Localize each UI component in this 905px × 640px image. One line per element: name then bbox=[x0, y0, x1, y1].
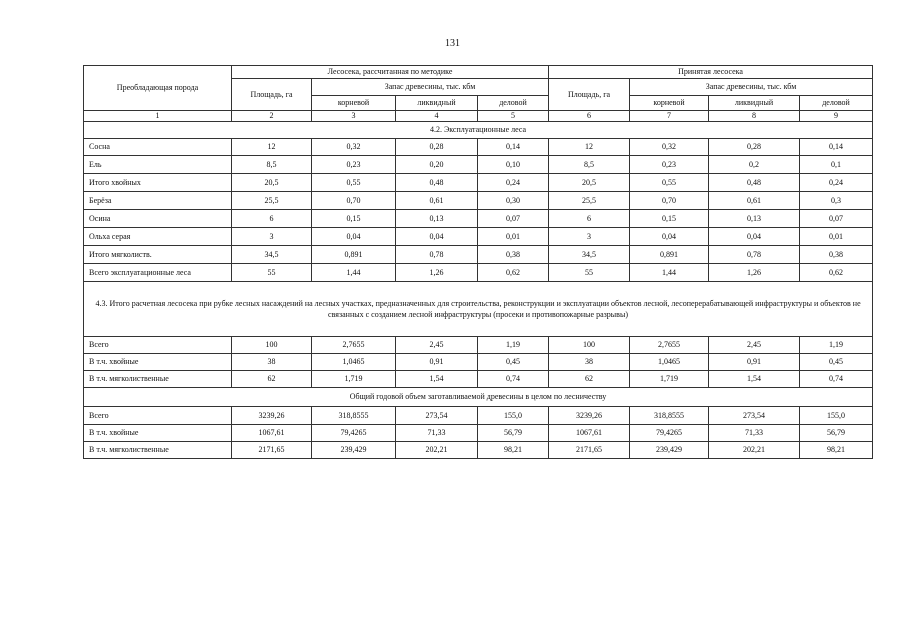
table-row bbox=[84, 442, 873, 459]
table-cell: 1067,61 bbox=[549, 425, 630, 442]
table-cell: 0,24 bbox=[478, 174, 549, 192]
table-cell: 0,28 bbox=[396, 139, 478, 156]
table-cell: 6 bbox=[232, 210, 312, 228]
table-cell: 3 bbox=[232, 228, 312, 246]
table-cell: 62 bbox=[232, 371, 312, 388]
table-cell: 0,13 bbox=[709, 210, 800, 228]
header-commercial: деловой bbox=[478, 96, 549, 111]
table-cell: 56,79 bbox=[478, 425, 549, 442]
table-cell: 0,38 bbox=[800, 246, 873, 264]
table-cell: 79,4265 bbox=[630, 425, 709, 442]
table-cell: 273,54 bbox=[396, 407, 478, 425]
table-cell: 62 bbox=[549, 371, 630, 388]
section-title: Общий годовой объем заготавливаемой древесины в целом по лесничеству bbox=[84, 388, 873, 407]
table-cell: 0,04 bbox=[630, 228, 709, 246]
row-label: В т.ч. мягколиственные bbox=[84, 442, 232, 459]
table-row bbox=[84, 139, 873, 156]
table-cell: 0,10 bbox=[478, 156, 549, 174]
table-row bbox=[84, 354, 873, 371]
table-cell: 0,23 bbox=[630, 156, 709, 174]
table-cell: 38 bbox=[232, 354, 312, 371]
row-label: В т.ч. хвойные bbox=[84, 354, 232, 371]
table-cell: 0,91 bbox=[709, 354, 800, 371]
table-cell: 2,7655 bbox=[312, 337, 396, 354]
section-title: 4.3. Итого расчетная лесосека при рубке лесных насаждений на лесных участках, предназначенных для строительства, реконструкции и эксплуатации объектов лесной, лесоперерабатывающей инфраструктуры и объектов не связанных с созданием лесной инфраструктуры (просеки и противопожарные разрывы) bbox=[84, 282, 873, 337]
row-label: Всего bbox=[84, 337, 232, 354]
table-cell: 0,14 bbox=[478, 139, 549, 156]
table-cell: 0,1 bbox=[800, 156, 873, 174]
table-cell: 6 bbox=[549, 210, 630, 228]
row-label: Берёза bbox=[84, 192, 232, 210]
section-title: 4.2. Эксплуатационные леса bbox=[84, 122, 873, 139]
table-cell: 155,0 bbox=[478, 407, 549, 425]
table-cell: 25,5 bbox=[549, 192, 630, 210]
table-cell: 0,78 bbox=[709, 246, 800, 264]
table-cell: 0,2 bbox=[709, 156, 800, 174]
table-cell: 155,0 bbox=[800, 407, 873, 425]
table-cell: 0,30 bbox=[478, 192, 549, 210]
table-cell: 1,44 bbox=[630, 264, 709, 282]
header-area-accepted: Площадь, га bbox=[549, 79, 630, 111]
table-cell: 0,74 bbox=[478, 371, 549, 388]
table-cell: 71,33 bbox=[396, 425, 478, 442]
header-commercial: деловой bbox=[800, 96, 873, 111]
table-cell: 12 bbox=[232, 139, 312, 156]
table-cell: 1,719 bbox=[312, 371, 396, 388]
table-cell: 0,91 bbox=[396, 354, 478, 371]
table-cell: 0,3 bbox=[800, 192, 873, 210]
table-cell: 3239,26 bbox=[232, 407, 312, 425]
row-label: Всего эксплуатационные леса bbox=[84, 264, 232, 282]
table-cell: 0,61 bbox=[396, 192, 478, 210]
table-row bbox=[84, 264, 873, 282]
table-cell: 0,20 bbox=[396, 156, 478, 174]
column-number: 1 bbox=[84, 111, 232, 122]
table-cell: 202,21 bbox=[396, 442, 478, 459]
table-cell: 98,21 bbox=[478, 442, 549, 459]
table-cell: 0,74 bbox=[800, 371, 873, 388]
table-cell: 8,5 bbox=[232, 156, 312, 174]
table-cell: 20,5 bbox=[232, 174, 312, 192]
table-row bbox=[84, 246, 873, 264]
table-cell: 0,24 bbox=[800, 174, 873, 192]
table-cell: 318,8555 bbox=[312, 407, 396, 425]
table-cell: 2171,65 bbox=[549, 442, 630, 459]
header-group-calculated: Лесосека, рассчитанная по методике bbox=[232, 66, 549, 79]
table-cell: 3 bbox=[549, 228, 630, 246]
table-cell: 0,15 bbox=[312, 210, 396, 228]
row-label: Ольха серая bbox=[84, 228, 232, 246]
row-label: Ель bbox=[84, 156, 232, 174]
logging-volume-table bbox=[83, 65, 873, 459]
table-cell: 239,429 bbox=[630, 442, 709, 459]
table-cell: 0,04 bbox=[312, 228, 396, 246]
table-cell: 25,5 bbox=[232, 192, 312, 210]
column-number-row bbox=[84, 111, 873, 122]
column-number: 2 bbox=[232, 111, 312, 122]
table-cell: 20,5 bbox=[549, 174, 630, 192]
table-cell: 0,32 bbox=[312, 139, 396, 156]
table-cell: 0,70 bbox=[630, 192, 709, 210]
header-stock-calculated: Запас древесины, тыс. кбм bbox=[312, 79, 549, 96]
table-cell: 8,5 bbox=[549, 156, 630, 174]
table-cell: 0,55 bbox=[312, 174, 396, 192]
table-cell: 0,07 bbox=[478, 210, 549, 228]
column-number: 4 bbox=[396, 111, 478, 122]
table-cell: 34,5 bbox=[232, 246, 312, 264]
table-row bbox=[84, 337, 873, 354]
table-cell: 0,78 bbox=[396, 246, 478, 264]
row-label: В т.ч. мягколиственные bbox=[84, 371, 232, 388]
header-root: корневой bbox=[312, 96, 396, 111]
table-cell: 38 bbox=[549, 354, 630, 371]
table-cell: 0,01 bbox=[478, 228, 549, 246]
table-cell: 0,45 bbox=[800, 354, 873, 371]
row-label: Итого мягколиств. bbox=[84, 246, 232, 264]
table-cell: 1,44 bbox=[312, 264, 396, 282]
table-cell: 0,38 bbox=[478, 246, 549, 264]
row-label: Осина bbox=[84, 210, 232, 228]
header-area-calculated: Площадь, га bbox=[232, 79, 312, 111]
table-row bbox=[84, 156, 873, 174]
table-cell: 0,23 bbox=[312, 156, 396, 174]
table-cell: 100 bbox=[549, 337, 630, 354]
table-cell: 0,04 bbox=[396, 228, 478, 246]
table-cell: 0,28 bbox=[709, 139, 800, 156]
header-species: Преобладающая порода bbox=[84, 66, 232, 111]
row-label: Итого хвойных bbox=[84, 174, 232, 192]
table-cell: 79,4265 bbox=[312, 425, 396, 442]
header-group-accepted: Принятая лесосека bbox=[549, 66, 873, 79]
section-title-row bbox=[84, 282, 873, 337]
table-cell: 0,55 bbox=[630, 174, 709, 192]
table-cell: 1067,61 bbox=[232, 425, 312, 442]
table-row bbox=[84, 210, 873, 228]
table-cell: 56,79 bbox=[800, 425, 873, 442]
table-cell: 1,0465 bbox=[312, 354, 396, 371]
row-label: Всего bbox=[84, 407, 232, 425]
table-cell: 55 bbox=[549, 264, 630, 282]
table-cell: 1,54 bbox=[396, 371, 478, 388]
table-cell: 100 bbox=[232, 337, 312, 354]
header-liquid: ликвидный bbox=[396, 96, 478, 111]
table-cell: 0,61 bbox=[709, 192, 800, 210]
table-body bbox=[84, 66, 873, 459]
table-cell: 0,70 bbox=[312, 192, 396, 210]
table-row bbox=[84, 425, 873, 442]
table-cell: 202,21 bbox=[709, 442, 800, 459]
table-cell: 0,62 bbox=[478, 264, 549, 282]
section-title-row bbox=[84, 388, 873, 407]
table-cell: 2,45 bbox=[396, 337, 478, 354]
table-cell: 1,719 bbox=[630, 371, 709, 388]
column-number: 3 bbox=[312, 111, 396, 122]
column-number: 5 bbox=[478, 111, 549, 122]
table-cell: 98,21 bbox=[800, 442, 873, 459]
row-label: В т.ч. хвойные bbox=[84, 425, 232, 442]
table-cell: 1,0465 bbox=[630, 354, 709, 371]
table-row bbox=[84, 371, 873, 388]
page-number: 131 bbox=[445, 38, 460, 49]
table-cell: 318,8555 bbox=[630, 407, 709, 425]
table-cell: 0,14 bbox=[800, 139, 873, 156]
header-liquid: ликвидный bbox=[709, 96, 800, 111]
header-stock-accepted: Запас древесины, тыс. кбм bbox=[630, 79, 873, 96]
table-row bbox=[84, 407, 873, 425]
table-cell: 0,13 bbox=[396, 210, 478, 228]
table-cell: 0,45 bbox=[478, 354, 549, 371]
table-cell: 1,26 bbox=[709, 264, 800, 282]
table-cell: 2,45 bbox=[709, 337, 800, 354]
column-number: 8 bbox=[709, 111, 800, 122]
column-number: 7 bbox=[630, 111, 709, 122]
row-label: Сосна bbox=[84, 139, 232, 156]
table-cell: 0,891 bbox=[312, 246, 396, 264]
table-cell: 34,5 bbox=[549, 246, 630, 264]
table-cell: 12 bbox=[549, 139, 630, 156]
table-cell: 0,15 bbox=[630, 210, 709, 228]
table-cell: 3239,26 bbox=[549, 407, 630, 425]
table-cell: 0,48 bbox=[396, 174, 478, 192]
header-root: корневой bbox=[630, 96, 709, 111]
table-cell: 1,54 bbox=[709, 371, 800, 388]
table-cell: 55 bbox=[232, 264, 312, 282]
table-cell: 71,33 bbox=[709, 425, 800, 442]
table-cell: 0,62 bbox=[800, 264, 873, 282]
table-cell: 0,07 bbox=[800, 210, 873, 228]
table-cell: 0,32 bbox=[630, 139, 709, 156]
table-cell: 0,04 bbox=[709, 228, 800, 246]
table-cell: 0,01 bbox=[800, 228, 873, 246]
table-cell: 2,7655 bbox=[630, 337, 709, 354]
table-row bbox=[84, 228, 873, 246]
section-title-row bbox=[84, 122, 873, 139]
table-cell: 0,48 bbox=[709, 174, 800, 192]
table-cell: 1,19 bbox=[800, 337, 873, 354]
table-cell: 2171,65 bbox=[232, 442, 312, 459]
table-cell: 1,19 bbox=[478, 337, 549, 354]
table-row bbox=[84, 192, 873, 210]
table-cell: 239,429 bbox=[312, 442, 396, 459]
column-number: 6 bbox=[549, 111, 630, 122]
table-row bbox=[84, 174, 873, 192]
table-cell: 0,891 bbox=[630, 246, 709, 264]
column-number: 9 bbox=[800, 111, 873, 122]
table-cell: 273,54 bbox=[709, 407, 800, 425]
table-cell: 1,26 bbox=[396, 264, 478, 282]
